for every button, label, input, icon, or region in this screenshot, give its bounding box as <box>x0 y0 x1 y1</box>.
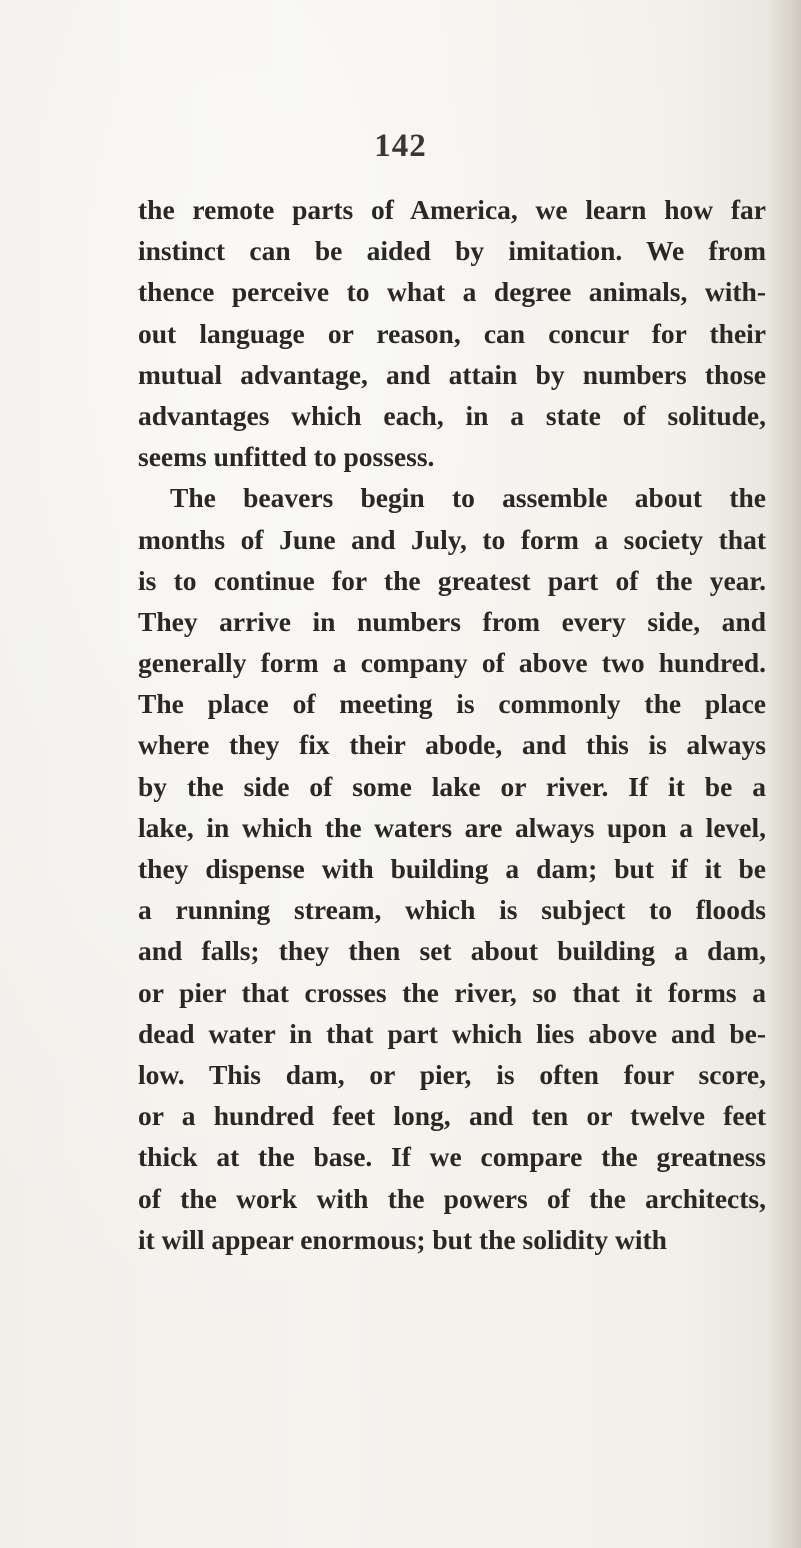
page-edge-shadow <box>767 0 801 1548</box>
text-line: They arrive in numbers from every side, and <box>138 605 766 637</box>
text-line: mutual advantage, and attain by numbers those <box>138 358 766 390</box>
text-line: of the work with the powers of the architects, <box>138 1182 766 1214</box>
text-line: instinct can be aided by imitation. We from <box>138 235 766 267</box>
text-line: is to continue for the greatest part of the year. <box>138 564 766 596</box>
text-line: The place of meeting is commonly the place <box>138 688 766 720</box>
text-line: thence perceive to what a degree animals, with- <box>138 276 766 308</box>
text-line: low. This dam, or pier, is often four score, <box>138 1058 766 1090</box>
text-line: and falls; they then set about building a dam, <box>138 935 766 967</box>
text-line: generally form a company of above two hundred. <box>138 647 766 679</box>
body-text <box>138 189 766 1260</box>
page-number: 142 <box>374 128 427 164</box>
text-line: seems unfitted to possess. <box>138 441 435 473</box>
text-line: it will appear enormous; but the solidity with <box>138 1223 667 1255</box>
text-line: The beavers begin to assemble about the <box>170 482 766 514</box>
text-line: out language or reason, can concur for their <box>138 317 766 349</box>
text-line: where they fix their abode, and this is always <box>138 729 766 761</box>
text-line: dead water in that part which lies above and be- <box>138 1017 766 1049</box>
text-line: advantages which each, in a state of solitude, <box>138 399 766 431</box>
text-line: lake, in which the waters are always upon a level, <box>138 811 766 843</box>
text-line: or pier that crosses the river, so that it forms a <box>138 976 766 1008</box>
text-line: thick at the base. If we compare the greatness <box>138 1141 766 1173</box>
text-line: a running stream, which is subject to floods <box>138 894 766 926</box>
text-line: months of June and July, to form a society that <box>138 523 766 555</box>
text-line: they dispense with building a dam; but if it be <box>138 853 766 884</box>
text-line: or a hundred feet long, and ten or twelve feet <box>138 1100 766 1132</box>
text-line: the remote parts of America, we learn how far <box>138 194 766 225</box>
text-line: by the side of some lake or river. If it be a <box>138 770 766 802</box>
